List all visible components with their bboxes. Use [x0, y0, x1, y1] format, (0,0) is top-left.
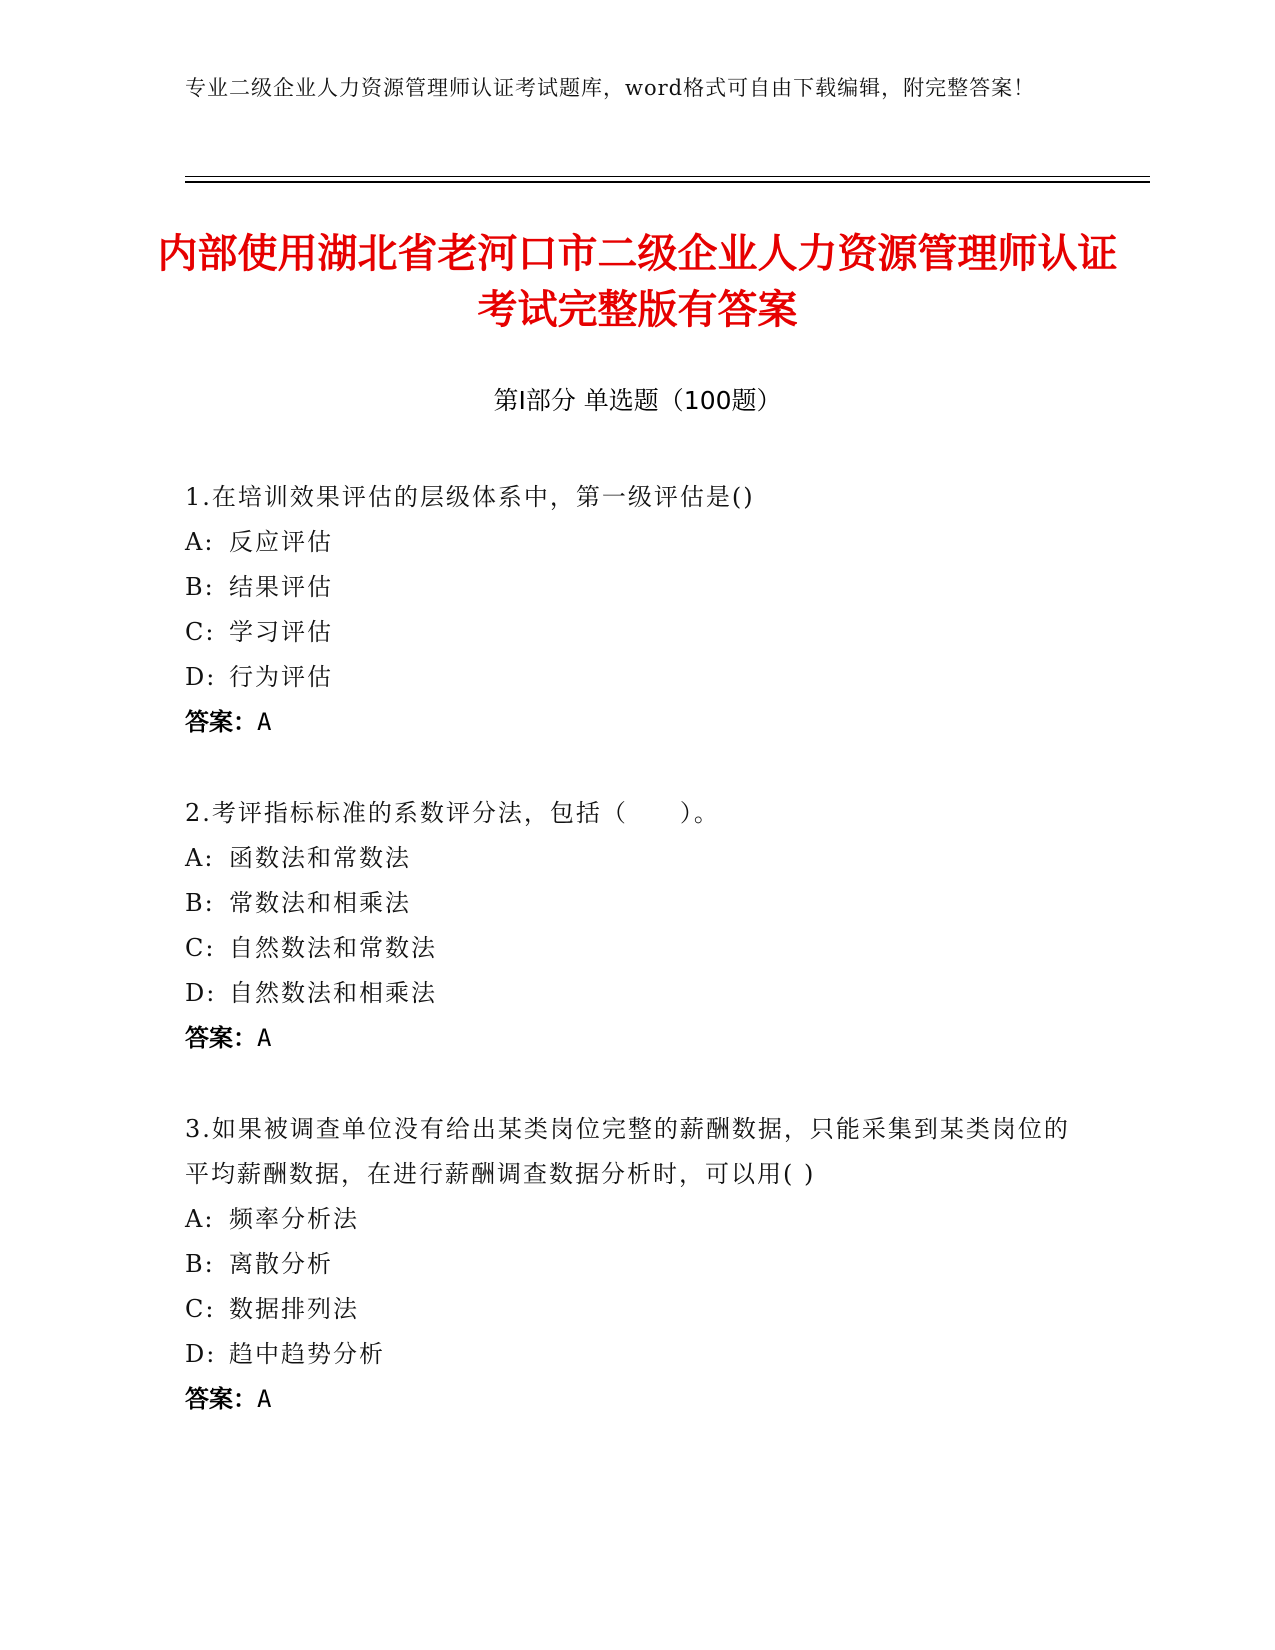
option-text: 自然数法和常数法	[229, 934, 437, 962]
answer-label: 答案：	[185, 1024, 257, 1052]
option-letter: D:	[185, 663, 217, 691]
answer-value: A	[257, 1024, 272, 1052]
option-letter: D:	[185, 1340, 217, 1368]
option-letter: C:	[185, 1295, 216, 1323]
option-text: 行为评估	[229, 663, 333, 691]
option-text: 频率分析法	[229, 1205, 359, 1233]
answer-line	[185, 1377, 1085, 1422]
option-d	[185, 971, 1085, 1016]
option-letter: B:	[185, 889, 215, 917]
option-letter: B:	[185, 1250, 215, 1278]
option-c	[185, 926, 1085, 971]
option-letter: A:	[185, 844, 215, 872]
option-text: 结果评估	[229, 573, 333, 601]
option-b	[185, 1242, 1085, 1287]
question-stem: 2.考评指标标准的系数评分法，包括（ ）。	[185, 799, 720, 827]
answer-value: A	[257, 1385, 272, 1413]
option-text: 趋中趋势分析	[229, 1340, 385, 1368]
question-2	[185, 791, 1085, 1061]
answer-value: A	[257, 708, 272, 736]
answer-label: 答案：	[185, 1385, 257, 1413]
question-1	[185, 475, 1085, 745]
option-a	[185, 836, 1085, 881]
option-text: 函数法和常数法	[229, 844, 411, 872]
option-text: 反应评估	[229, 528, 333, 556]
option-d	[185, 655, 1085, 700]
document-title: 内部使用湖北省老河口市二级企业人力资源管理师认证考试完整版有答案	[157, 231, 1118, 333]
option-text: 学习评估	[229, 618, 333, 646]
header-note: 专业二级企业人力资源管理师认证考试题库，word格式可自由下载编辑，附完整答案！	[185, 76, 1036, 100]
header-divider-thick	[185, 181, 1150, 183]
option-d	[185, 1332, 1085, 1377]
option-a	[185, 1197, 1085, 1242]
answer-line	[185, 1016, 1085, 1061]
question-stem: 3.如果被调查单位没有给出某类岗位完整的薪酬数据，只能采集到某类岗位的平均薪酬数据，在进行薪酬调查数据分析时，可以用( )	[185, 1115, 1070, 1188]
option-letter: C:	[185, 618, 216, 646]
section-title: 第I部分 单选题（100题）	[493, 386, 782, 415]
option-b	[185, 565, 1085, 610]
header-divider-thin	[185, 176, 1150, 177]
answer-line	[185, 700, 1085, 745]
option-c	[185, 1287, 1085, 1332]
option-letter: C:	[185, 934, 216, 962]
question-list	[185, 475, 1085, 1468]
question-3	[185, 1107, 1085, 1422]
option-b	[185, 881, 1085, 926]
option-text: 自然数法和相乘法	[229, 979, 437, 1007]
option-letter: A:	[185, 1205, 215, 1233]
option-text: 离散分析	[229, 1250, 333, 1278]
option-letter: A:	[185, 528, 215, 556]
option-c	[185, 610, 1085, 655]
option-letter: D:	[185, 979, 217, 1007]
option-letter: B:	[185, 573, 215, 601]
option-a	[185, 520, 1085, 565]
option-text: 数据排列法	[229, 1295, 359, 1323]
question-stem: 1.在培训效果评估的层级体系中，第一级评估是()	[185, 483, 755, 511]
option-text: 常数法和相乘法	[229, 889, 411, 917]
answer-label: 答案：	[185, 708, 257, 736]
